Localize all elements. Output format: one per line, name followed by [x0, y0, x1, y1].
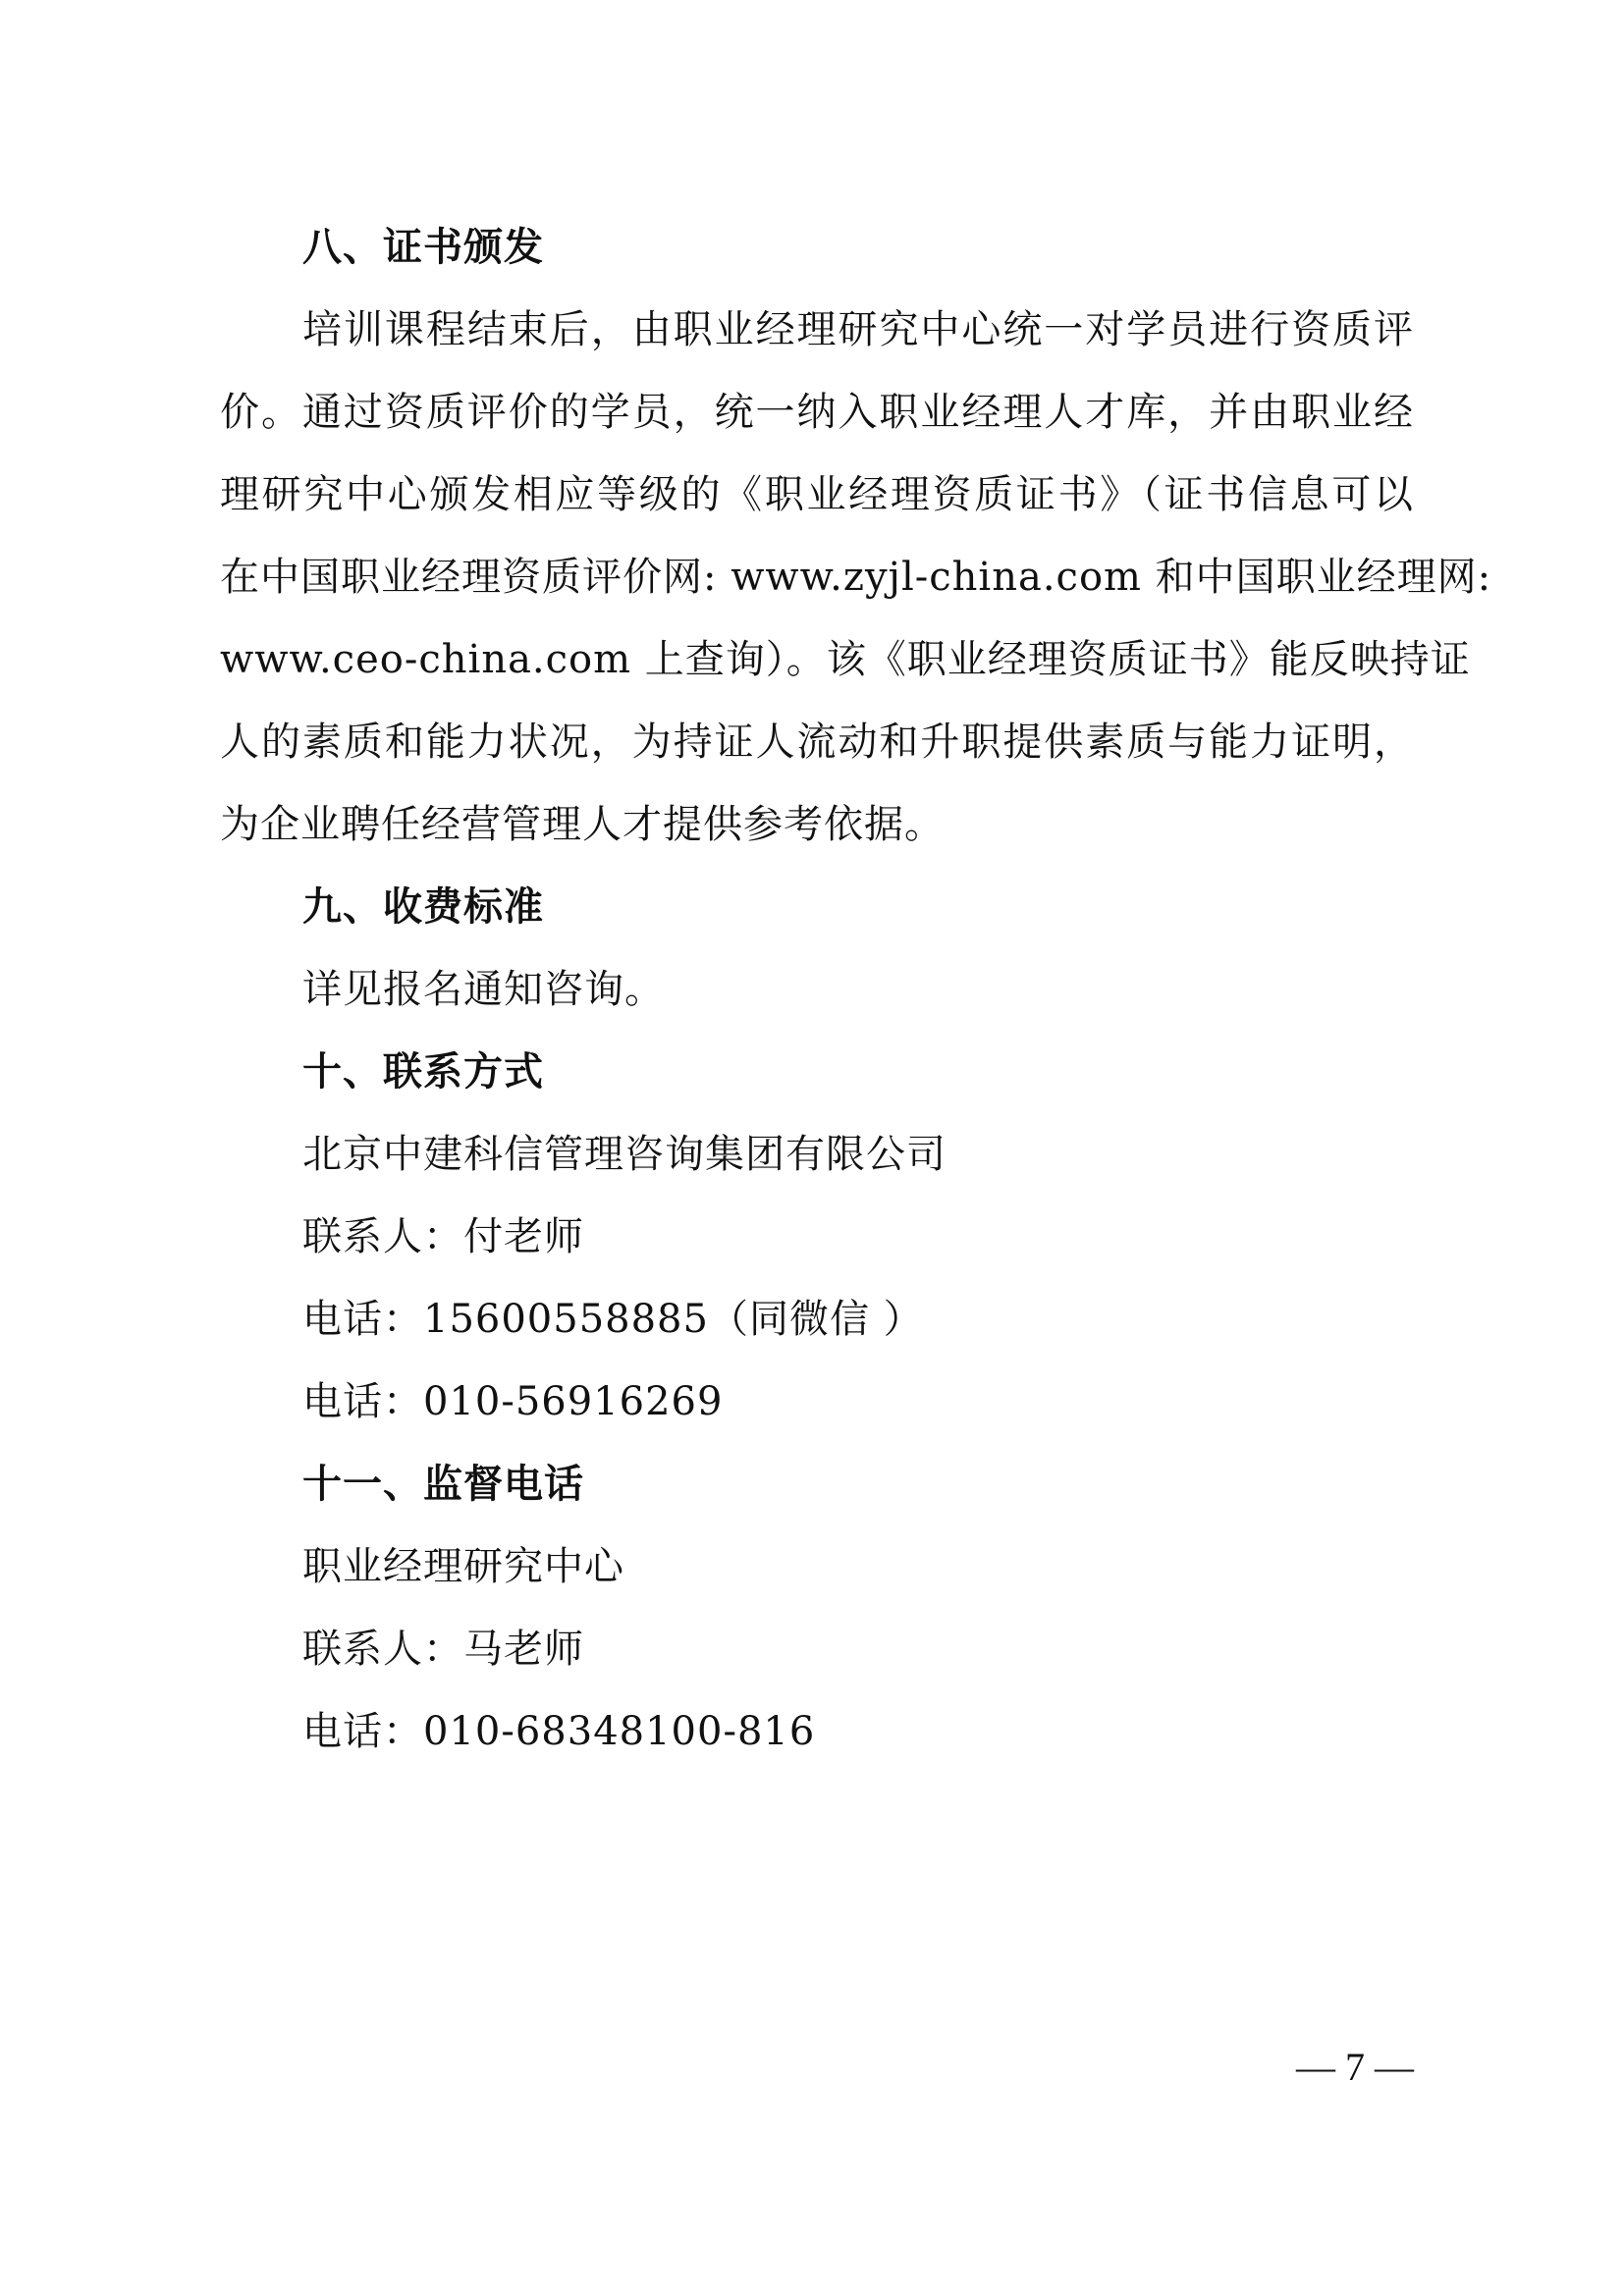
contact-phone-mobile: 电话：15600558885（同微信 ）: [302, 1297, 924, 1342]
section-heading-fees: 九、收费标准: [302, 883, 544, 930]
paragraph-line: 为企业聘任经营管理人才提供参考依据。: [220, 802, 945, 847]
paragraph-line: 理研究中心颁发相应等级的《职业经理资质证书》（证书信息可以: [220, 472, 1414, 517]
supervision-person: 联系人：马老师: [302, 1627, 584, 1672]
contact-person: 联系人：付老师: [302, 1214, 584, 1259]
supervision-organization: 职业经理研究中心: [302, 1544, 624, 1589]
paragraph-line: 人的素质和能力状况，为持证人流动和升职提供素质与能力证明，: [220, 720, 1414, 765]
paragraph-line: 在中国职业经理资质评价网: www.zyjl-china.com 和中国职业经理网:: [220, 555, 1492, 600]
section-heading-certificate: 八、证书颁发: [302, 224, 544, 270]
contact-company: 北京中建科信管理咨询集团有限公司: [302, 1132, 947, 1177]
paragraph-line: 培训课程结束后，由职业经理研究中心统一对学员进行资质评: [302, 307, 1414, 352]
section-heading-supervision: 十一、监督电话: [302, 1461, 584, 1507]
page-number: — 7 —: [1296, 2045, 1414, 2089]
section-heading-contact: 十、联系方式: [302, 1048, 544, 1095]
fee-detail: 详见报名通知咨询。: [302, 967, 665, 1012]
contact-phone-office: 电话：010-56916269: [302, 1379, 724, 1424]
paragraph-line: 价。通过资质评价的学员，统一纳入职业经理人才库，并由职业经: [220, 390, 1414, 435]
paragraph-line: www.ceo-china.com 上查询）。该《职业经理资质证书》能反映持证: [220, 637, 1471, 682]
supervision-phone: 电话：010-68348100-816: [302, 1709, 816, 1754]
